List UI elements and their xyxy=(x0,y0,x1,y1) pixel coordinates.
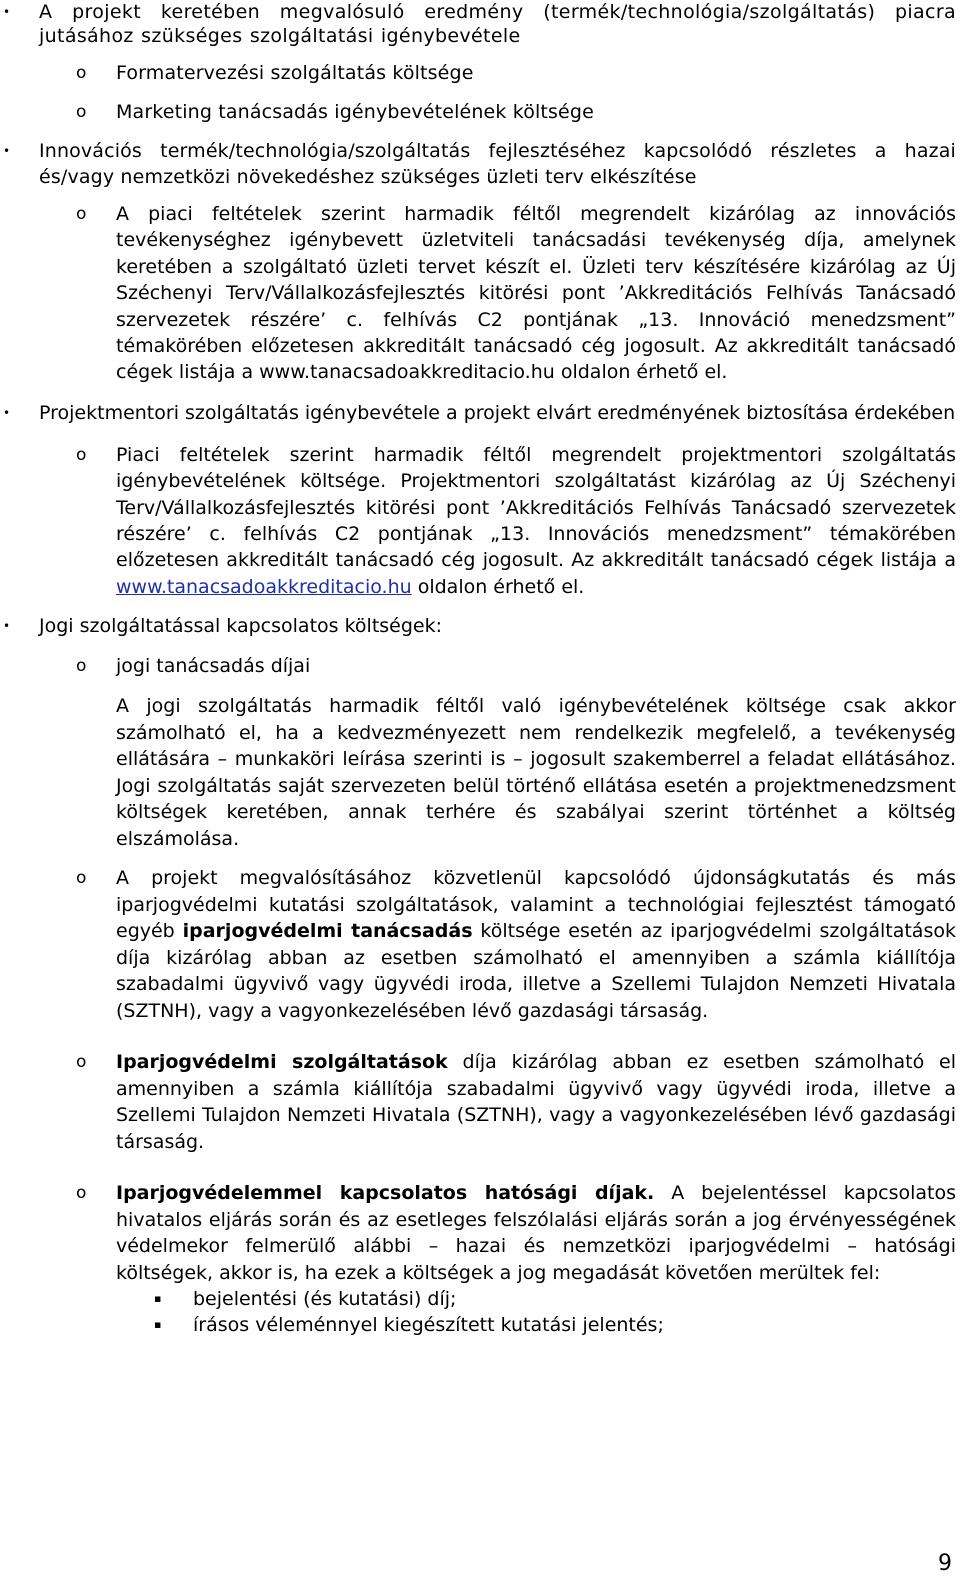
bullet-item xyxy=(0,613,956,639)
square-item xyxy=(0,1312,893,1338)
sub-text: Marketing tanácsadás igénybevételének költsége xyxy=(116,101,594,123)
sub-text: Formatervezési szolgáltatás költsége xyxy=(116,62,474,84)
website-link[interactable]: www.tanacsadoakkreditacio.hu xyxy=(116,575,412,598)
bullet-text: Jogi szolgáltatással kapcsolatos költségek: xyxy=(39,615,443,638)
sub-item xyxy=(0,1180,956,1286)
bold-term: Iparjogvédelemmel kapcsolatos hatósági díjak. xyxy=(116,1182,655,1205)
sub-marker: o xyxy=(76,204,87,224)
sub-item xyxy=(0,653,956,679)
website-link[interactable]: www.tanacsadoakkreditacio.hu xyxy=(259,361,555,384)
sub-item xyxy=(0,201,956,386)
bullet-text: Projektmentori szolgáltatás igénybevétele a projekt elvárt eredményének biztosítása érdekében xyxy=(39,401,956,424)
sub-item xyxy=(0,865,956,1024)
bullet-text: A projekt keretében megvalósuló eredmény (termék/technológia/szolgáltatás) piacra jutásához szükséges szolgáltatási igénybevétele xyxy=(39,1,956,47)
sub-text xyxy=(116,442,956,600)
sub-text: jogi tanácsadás díjai xyxy=(116,655,311,678)
bullet-text: Innovációs termék/technológia/szolgáltatás fejlesztéséhez kapcsolódó részletes a hazai és/vagy nemzetközi növekedéshez szükséges üzleti terv elkészítése xyxy=(39,140,956,188)
sub-text-part: költsége esetén az iparjogvédelmi szolgáltatások díja kizárólag abban az esetben számolható el amennyiben a számla kiállítója szabadalmi ügyvivő vagy ügyvédi iroda, illetve a Szellemi Tulajdon Nemzeti Hivatala (SZTNH), vagy a vagyonkezelésében lévő gazdasági társaság. xyxy=(116,920,956,1022)
paragraph-text: A jogi szolgáltatás harmadik féltől való igénybevételének költsége csak akkor számolható el, ha a kedvezményezett nem rendelkezik megfelelő, a tevékenység ellátására – munkaköri leírása szerinti is – jogosult szakemberrel a feladat ellátásához. Jogi szolgáltatás saját szervezeten belül történő ellátása esetén a projektmenedzsment költségek keretében, annak terhére és szabályai szerint történhet a költség elszámolása. xyxy=(116,695,956,850)
sub-text-part: A projekt megvalósításához közvetlenül kapcsolódó újdonságkutatás és más iparjogvédelmi kutatási szolgáltatások, valamint a technológiai fejlesztést támogató egyéb xyxy=(116,867,956,943)
square-marker: ▪ xyxy=(154,1318,162,1332)
bullet-marker: • xyxy=(3,144,11,158)
bold-term: Iparjogvédelmi szolgáltatások xyxy=(116,1051,448,1074)
sub-item xyxy=(0,1049,956,1155)
sub-marker: o xyxy=(76,444,87,465)
sub-marker: o xyxy=(76,656,87,677)
bullet-marker: • xyxy=(3,619,11,634)
sub-item xyxy=(0,61,956,85)
bullet-item xyxy=(0,0,956,48)
bullet-marker: • xyxy=(3,5,11,19)
page-number: 9 xyxy=(938,1551,952,1576)
sub-text-part: Piaci feltételek szerint harmadik féltől megrendelt projektmentori szolgáltatás igénybevételének költsége. Projektmentori szolgáltatást kizárólag az Új Széchenyi Terv/Vállalkozásfejlesztés kitörési pont ’Akkreditációs Felhívás Tanácsadó szervezetek részére’ c. felhívás C2 pontjának „13. Innovációs menedzsment” témakörében előzetesen akkreditált tanácsadó cég jogosult. Az akkreditált tanácsadó cégek listája a xyxy=(116,443,956,572)
sub-marker: o xyxy=(76,63,87,83)
sub-text xyxy=(116,865,956,1024)
sub-marker: o xyxy=(76,868,87,889)
sub-marker: o xyxy=(76,1183,87,1204)
bullet-item xyxy=(0,138,956,190)
bullet-item xyxy=(0,400,956,426)
paragraph xyxy=(0,693,956,852)
sub-text-part: A piaci feltételek szerint harmadik féltől megrendelt kizárólag az innovációs tevékenységhez igénybevett üzletviteli tanácsadási tevékenység díja, amelynek keretében a szolgáltató üzleti tervet készít el. Üzleti terv készítésére kizárólag az Új Széchenyi Terv/Vállalkozásfejlesztés kitörési pont ’Akkreditációs Felhívás Tanácsadó szervezetek részére’ c. felhívás C2 pontjának „13. Innováció menedzsment” témakörében előzetesen akkreditált tanácsadó cég jogosult. Az akkreditált tanácsadó cégek listája a xyxy=(116,203,956,384)
sub-item xyxy=(0,442,956,600)
square-marker: ▪ xyxy=(154,1292,162,1306)
bold-term: iparjogvédelmi tanácsadás xyxy=(182,920,473,943)
sub-text-part: A bejelentéssel kapcsolatos hivatalos eljárás során és az esetleges felszólalási eljárás során a jog érvényességének védelmekor felmerülő alábbi – hazai és nemzetközi iparjogvédelmi – hatósági költségek, akkor is, ha ezek a költségek a jog megadását követően merültek fel: xyxy=(116,1182,956,1284)
sub-text xyxy=(116,1049,956,1155)
sub-text-part: oldalon érhető el. xyxy=(411,575,585,598)
sub-marker: o xyxy=(76,102,87,122)
square-text: írásos véleménnyel kiegészített kutatási jelentés; xyxy=(193,1314,664,1337)
sub-text-part: oldalon érhető el. xyxy=(554,361,728,384)
sub-text xyxy=(116,201,956,386)
sub-text-part: díja kizárólag abban ez esetben számolható el amennyiben a számla kiállítója szabadalmi ügyvivő vagy ügyvédi iroda, illetve a Szellemi Tulajdon Nemzeti Hivatala (SZTNH), vagy a vagyonkezelésében lévő gazdasági társaság. xyxy=(116,1051,956,1153)
sub-text xyxy=(116,1180,956,1286)
sub-item xyxy=(0,100,956,124)
square-text: bejelentési (és kutatási) díj; xyxy=(193,1288,457,1311)
sub-marker: o xyxy=(76,1052,87,1073)
bullet-marker: • xyxy=(3,405,11,420)
square-item xyxy=(0,1286,893,1312)
